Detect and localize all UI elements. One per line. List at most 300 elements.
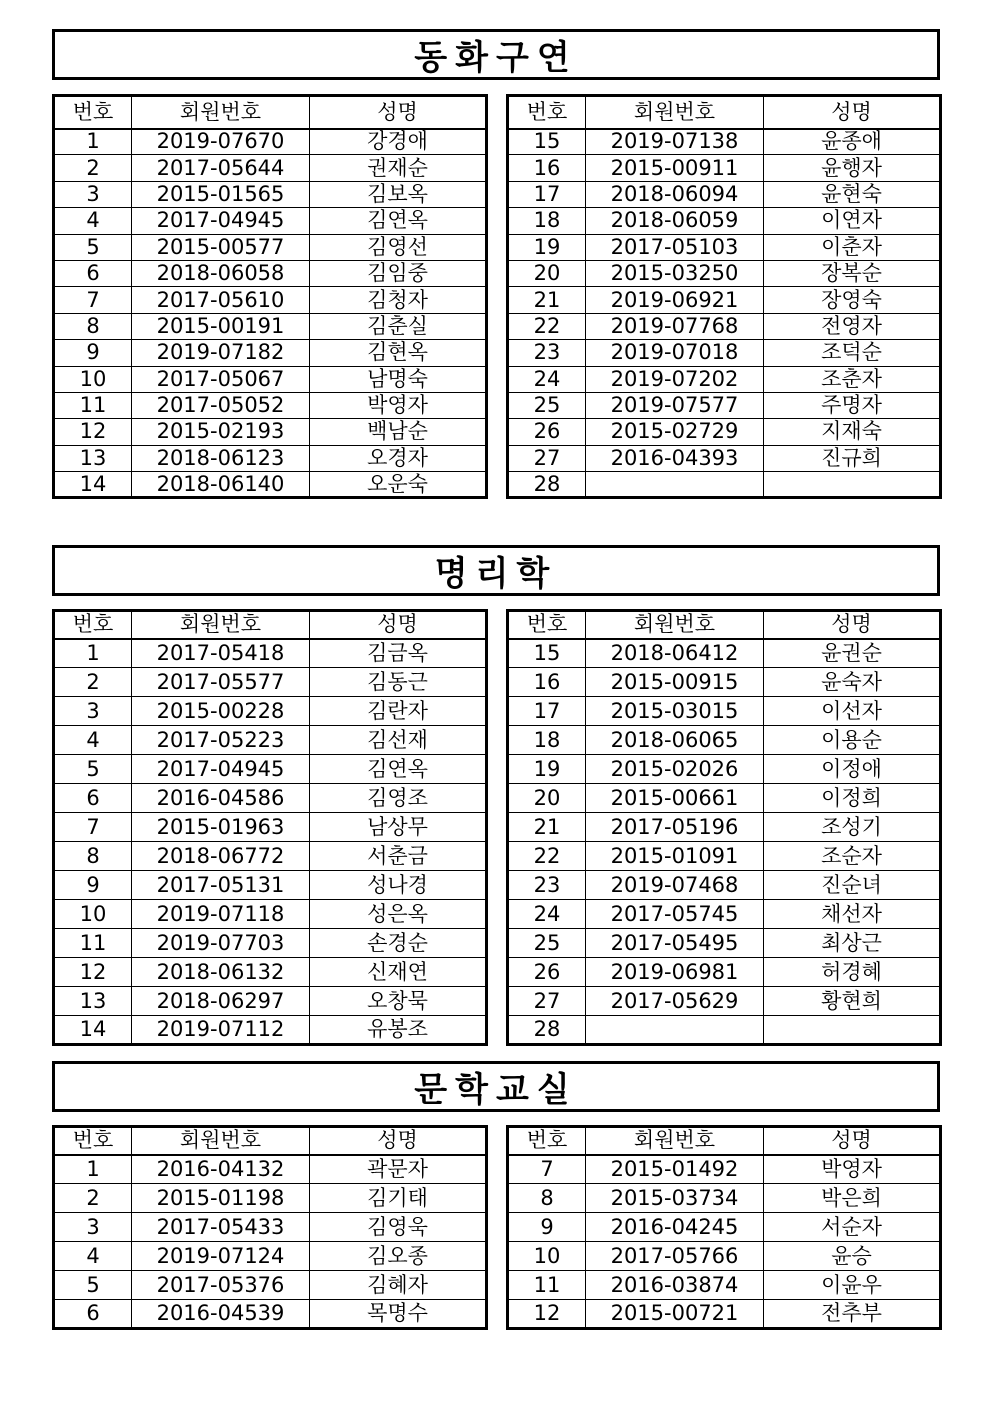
col-header-no: 번호 (508, 96, 586, 129)
member-id (586, 472, 764, 498)
col-header-member-id: 회원번호 (586, 96, 764, 129)
member-id: 2017-05610 (132, 287, 310, 313)
table-row (54, 755, 487, 784)
member-id: 2017-05766 (586, 1242, 764, 1271)
table-row (508, 419, 941, 445)
member-name: 강경애 (310, 129, 487, 155)
table-row (54, 392, 487, 418)
table-row (508, 155, 941, 181)
member-id: 2018-06132 (132, 958, 310, 987)
row-number: 28 (508, 472, 586, 498)
table-row (508, 987, 941, 1016)
member-id: 2017-05052 (132, 392, 310, 418)
member-id: 2018-06412 (586, 639, 764, 668)
member-id: 2015-00228 (132, 697, 310, 726)
member-id: 2015-01963 (132, 813, 310, 842)
member-name: 김오종 (310, 1242, 487, 1271)
row-number: 12 (508, 1300, 586, 1329)
row-number: 23 (508, 871, 586, 900)
row-number: 11 (54, 929, 132, 958)
row-number: 9 (54, 871, 132, 900)
member-id: 2016-04245 (586, 1213, 764, 1242)
row-number: 5 (54, 755, 132, 784)
col-header-no: 번호 (54, 1127, 132, 1155)
row-number: 6 (54, 784, 132, 813)
member-id: 2015-03015 (586, 697, 764, 726)
member-name: 이춘자 (764, 234, 941, 260)
member-name: 김현옥 (310, 340, 487, 366)
table-row (508, 445, 941, 471)
row-number: 2 (54, 1184, 132, 1213)
member-name: 신재연 (310, 958, 487, 987)
member-name: 목명수 (310, 1300, 487, 1329)
row-number: 10 (508, 1242, 586, 1271)
table-row (54, 697, 487, 726)
member-name: 윤종애 (764, 129, 941, 155)
col-header-member-id: 회원번호 (132, 611, 310, 639)
table-row (54, 726, 487, 755)
table-row (54, 871, 487, 900)
table-row (508, 234, 941, 260)
member-name: 윤행자 (764, 155, 941, 181)
row-number: 21 (508, 813, 586, 842)
table-row (508, 287, 941, 313)
table-row (508, 668, 941, 697)
member-name: 박영자 (310, 392, 487, 418)
table-row (54, 181, 487, 207)
row-number: 6 (54, 260, 132, 286)
member-name: 오운숙 (310, 472, 487, 498)
member-name: 장복순 (764, 260, 941, 286)
member-id: 2017-04945 (132, 755, 310, 784)
member-id: 2016-03874 (586, 1271, 764, 1300)
member-id: 2016-04586 (132, 784, 310, 813)
row-number: 25 (508, 929, 586, 958)
table-row (54, 287, 487, 313)
table-row (508, 313, 941, 339)
member-name: 서춘금 (310, 842, 487, 871)
member-id: 2015-01565 (132, 181, 310, 207)
member-name: 허경혜 (764, 958, 941, 987)
col-header-member-id: 회원번호 (132, 1127, 310, 1155)
member-name: 황현희 (764, 987, 941, 1016)
row-number: 22 (508, 313, 586, 339)
row-number: 4 (54, 208, 132, 234)
row-number: 14 (54, 1016, 132, 1045)
member-id: 2017-05577 (132, 668, 310, 697)
member-name: 김혜자 (310, 1271, 487, 1300)
col-header-member-id: 회원번호 (586, 611, 764, 639)
member-name: 손경순 (310, 929, 487, 958)
member-name: 김기태 (310, 1184, 487, 1213)
member-id: 2019-07703 (132, 929, 310, 958)
row-number: 20 (508, 260, 586, 286)
member-id: 2017-05745 (586, 900, 764, 929)
row-number: 25 (508, 392, 586, 418)
table-row (508, 1016, 941, 1045)
table-row (508, 392, 941, 418)
member-id: 2018-06297 (132, 987, 310, 1016)
row-number: 18 (508, 726, 586, 755)
member-name: 이윤우 (764, 1271, 941, 1300)
member-id (586, 1016, 764, 1045)
member-id: 2019-07202 (586, 366, 764, 392)
member-name: 김연옥 (310, 208, 487, 234)
table-row (54, 842, 487, 871)
member-name: 진순녀 (764, 871, 941, 900)
member-name: 김금옥 (310, 639, 487, 668)
row-number: 8 (508, 1184, 586, 1213)
row-number: 15 (508, 129, 586, 155)
table-row (508, 726, 941, 755)
row-number: 17 (508, 181, 586, 207)
member-id: 2017-05223 (132, 726, 310, 755)
row-number: 5 (54, 1271, 132, 1300)
table-row (508, 639, 941, 668)
table-row (54, 900, 487, 929)
table-row (54, 1271, 487, 1300)
table-row (508, 366, 941, 392)
member-id: 2018-06123 (132, 445, 310, 471)
member-name: 남명숙 (310, 366, 487, 392)
member-id: 2017-05433 (132, 1213, 310, 1242)
table-row (508, 871, 941, 900)
member-id: 2017-05495 (586, 929, 764, 958)
member-id: 2019-07112 (132, 1016, 310, 1045)
row-number: 26 (508, 958, 586, 987)
row-number: 10 (54, 900, 132, 929)
member-id: 2017-04945 (132, 208, 310, 234)
member-id: 2015-03734 (586, 1184, 764, 1213)
col-header-member-id: 회원번호 (586, 1127, 764, 1155)
table-row (508, 958, 941, 987)
row-number: 4 (54, 1242, 132, 1271)
roster-table (52, 94, 488, 499)
row-number: 28 (508, 1016, 586, 1045)
row-number: 16 (508, 668, 586, 697)
member-name: 오창묵 (310, 987, 487, 1016)
table-row (54, 1155, 487, 1184)
roster-table (506, 94, 942, 499)
row-number: 22 (508, 842, 586, 871)
member-name (764, 472, 941, 498)
member-name: 윤승 (764, 1242, 941, 1271)
row-number: 3 (54, 1213, 132, 1242)
member-id: 2017-05376 (132, 1271, 310, 1300)
row-number: 6 (54, 1300, 132, 1329)
member-id: 2015-00721 (586, 1300, 764, 1329)
table-row (54, 234, 487, 260)
table-row (54, 813, 487, 842)
table-row (508, 784, 941, 813)
table-row (54, 1016, 487, 1045)
member-name: 조순자 (764, 842, 941, 871)
section-title: 명리학 (52, 545, 940, 596)
table-row (54, 472, 487, 498)
roster-table (52, 1125, 488, 1330)
table-row (54, 313, 487, 339)
member-id: 2019-07124 (132, 1242, 310, 1271)
row-number: 8 (54, 842, 132, 871)
member-id: 2019-07182 (132, 340, 310, 366)
col-header-name: 성명 (764, 1127, 941, 1155)
table-row (508, 472, 941, 498)
col-header-no: 번호 (508, 1127, 586, 1155)
table-row (508, 1213, 941, 1242)
col-header-name: 성명 (310, 96, 487, 129)
table-row (508, 929, 941, 958)
member-id: 2015-01492 (586, 1155, 764, 1184)
member-name: 전추부 (764, 1300, 941, 1329)
row-number: 24 (508, 900, 586, 929)
table-row (54, 784, 487, 813)
col-header-name: 성명 (310, 611, 487, 639)
row-number: 3 (54, 697, 132, 726)
member-name: 이정애 (764, 755, 941, 784)
table-row (54, 1300, 487, 1329)
row-number: 3 (54, 181, 132, 207)
row-number: 9 (54, 340, 132, 366)
member-name: 조춘자 (764, 366, 941, 392)
member-id: 2017-05131 (132, 871, 310, 900)
row-number: 9 (508, 1213, 586, 1242)
header-row (54, 96, 487, 129)
member-id: 2015-02026 (586, 755, 764, 784)
member-name: 이연자 (764, 208, 941, 234)
member-name: 최상근 (764, 929, 941, 958)
row-number: 27 (508, 987, 586, 1016)
table-row (54, 929, 487, 958)
member-id: 2018-06772 (132, 842, 310, 871)
table-row (54, 340, 487, 366)
member-name: 김영조 (310, 784, 487, 813)
member-name: 김영선 (310, 234, 487, 260)
member-id: 2015-02193 (132, 419, 310, 445)
table-row (508, 129, 941, 155)
header-row (508, 96, 941, 129)
member-name: 김연옥 (310, 755, 487, 784)
member-id: 2019-07138 (586, 129, 764, 155)
member-id: 2016-04539 (132, 1300, 310, 1329)
member-id: 2015-03250 (586, 260, 764, 286)
member-name: 박영자 (764, 1155, 941, 1184)
member-name: 김임중 (310, 260, 487, 286)
table-row (54, 958, 487, 987)
roster-table (506, 609, 942, 1046)
section-title: 문학교실 (52, 1061, 940, 1112)
table-row (54, 639, 487, 668)
member-id: 2015-00911 (586, 155, 764, 181)
member-name: 오경자 (310, 445, 487, 471)
table-row (508, 1184, 941, 1213)
table-row (508, 1242, 941, 1271)
table-row (54, 155, 487, 181)
row-number: 7 (508, 1155, 586, 1184)
member-name: 이선자 (764, 697, 941, 726)
row-number: 27 (508, 445, 586, 471)
member-name: 이정희 (764, 784, 941, 813)
col-header-no: 번호 (508, 611, 586, 639)
member-name: 윤현숙 (764, 181, 941, 207)
member-id: 2015-00661 (586, 784, 764, 813)
row-number: 1 (54, 129, 132, 155)
row-number: 11 (508, 1271, 586, 1300)
member-id: 2018-06059 (586, 208, 764, 234)
member-name (764, 1016, 941, 1045)
member-name: 채선자 (764, 900, 941, 929)
member-id: 2019-07577 (586, 392, 764, 418)
row-number: 2 (54, 668, 132, 697)
member-name: 김청자 (310, 287, 487, 313)
row-number: 20 (508, 784, 586, 813)
row-number: 7 (54, 287, 132, 313)
roster-table (52, 609, 488, 1046)
member-name: 윤권순 (764, 639, 941, 668)
member-name: 남상무 (310, 813, 487, 842)
table-row (508, 1300, 941, 1329)
table-row (54, 419, 487, 445)
member-id: 2019-07118 (132, 900, 310, 929)
table-row (54, 260, 487, 286)
member-id: 2018-06065 (586, 726, 764, 755)
row-number: 10 (54, 366, 132, 392)
member-id: 2017-05644 (132, 155, 310, 181)
member-name: 김보옥 (310, 181, 487, 207)
section-title: 동화구연 (52, 29, 940, 80)
table-row (508, 181, 941, 207)
member-name: 김동근 (310, 668, 487, 697)
member-name: 김선재 (310, 726, 487, 755)
member-name: 진규희 (764, 445, 941, 471)
col-header-name: 성명 (764, 96, 941, 129)
row-number: 7 (54, 813, 132, 842)
row-number: 1 (54, 1155, 132, 1184)
member-id: 2018-06058 (132, 260, 310, 286)
member-name: 곽문자 (310, 1155, 487, 1184)
row-number: 4 (54, 726, 132, 755)
header-row (508, 1127, 941, 1155)
table-row (508, 1271, 941, 1300)
header-row (54, 1127, 487, 1155)
member-id: 2017-05067 (132, 366, 310, 392)
member-id: 2015-02729 (586, 419, 764, 445)
table-row (54, 1184, 487, 1213)
table-row (54, 445, 487, 471)
member-name: 장영숙 (764, 287, 941, 313)
member-id: 2015-00577 (132, 234, 310, 260)
table-row (508, 260, 941, 286)
member-id: 2015-00915 (586, 668, 764, 697)
member-name: 백남순 (310, 419, 487, 445)
member-id: 2017-05196 (586, 813, 764, 842)
row-number: 15 (508, 639, 586, 668)
row-number: 21 (508, 287, 586, 313)
table-row (508, 900, 941, 929)
table-row (54, 987, 487, 1016)
member-name: 성나경 (310, 871, 487, 900)
row-number: 26 (508, 419, 586, 445)
table-row (508, 813, 941, 842)
table-row (54, 1242, 487, 1271)
row-number: 19 (508, 755, 586, 784)
header-row (54, 611, 487, 639)
row-number: 19 (508, 234, 586, 260)
col-header-name: 성명 (764, 611, 941, 639)
table-row (508, 208, 941, 234)
row-number: 13 (54, 987, 132, 1016)
member-name: 지재숙 (764, 419, 941, 445)
member-id: 2015-01198 (132, 1184, 310, 1213)
table-row (508, 1155, 941, 1184)
row-number: 1 (54, 639, 132, 668)
row-number: 17 (508, 697, 586, 726)
member-id: 2019-07768 (586, 313, 764, 339)
member-id: 2019-07670 (132, 129, 310, 155)
member-id: 2018-06094 (586, 181, 764, 207)
col-header-name: 성명 (310, 1127, 487, 1155)
member-name: 성은옥 (310, 900, 487, 929)
row-number: 12 (54, 958, 132, 987)
member-name: 김영욱 (310, 1213, 487, 1242)
table-row (508, 842, 941, 871)
member-name: 박은희 (764, 1184, 941, 1213)
member-id: 2019-06981 (586, 958, 764, 987)
member-name: 이용순 (764, 726, 941, 755)
member-name: 조성기 (764, 813, 941, 842)
table-row (508, 697, 941, 726)
member-name: 서순자 (764, 1213, 941, 1242)
row-number: 12 (54, 419, 132, 445)
table-row (508, 340, 941, 366)
row-number: 5 (54, 234, 132, 260)
member-name: 조덕순 (764, 340, 941, 366)
member-id: 2016-04393 (586, 445, 764, 471)
member-id: 2017-05418 (132, 639, 310, 668)
member-id: 2016-04132 (132, 1155, 310, 1184)
table-row (508, 755, 941, 784)
member-id: 2019-07018 (586, 340, 764, 366)
member-name: 김춘실 (310, 313, 487, 339)
roster-table (506, 1125, 942, 1330)
header-row (508, 611, 941, 639)
table-row (54, 366, 487, 392)
row-number: 13 (54, 445, 132, 471)
row-number: 24 (508, 366, 586, 392)
member-id: 2019-06921 (586, 287, 764, 313)
member-id: 2017-05629 (586, 987, 764, 1016)
row-number: 18 (508, 208, 586, 234)
table-row (54, 208, 487, 234)
member-name: 유봉조 (310, 1016, 487, 1045)
col-header-no: 번호 (54, 96, 132, 129)
member-name: 윤숙자 (764, 668, 941, 697)
row-number: 11 (54, 392, 132, 418)
member-id: 2019-07468 (586, 871, 764, 900)
member-name: 권재순 (310, 155, 487, 181)
member-name: 전영자 (764, 313, 941, 339)
member-id: 2018-06140 (132, 472, 310, 498)
member-id: 2015-01091 (586, 842, 764, 871)
member-id: 2015-00191 (132, 313, 310, 339)
col-header-member-id: 회원번호 (132, 96, 310, 129)
col-header-no: 번호 (54, 611, 132, 639)
table-row (54, 668, 487, 697)
table-row (54, 1213, 487, 1242)
row-number: 8 (54, 313, 132, 339)
row-number: 23 (508, 340, 586, 366)
row-number: 14 (54, 472, 132, 498)
member-name: 주명자 (764, 392, 941, 418)
